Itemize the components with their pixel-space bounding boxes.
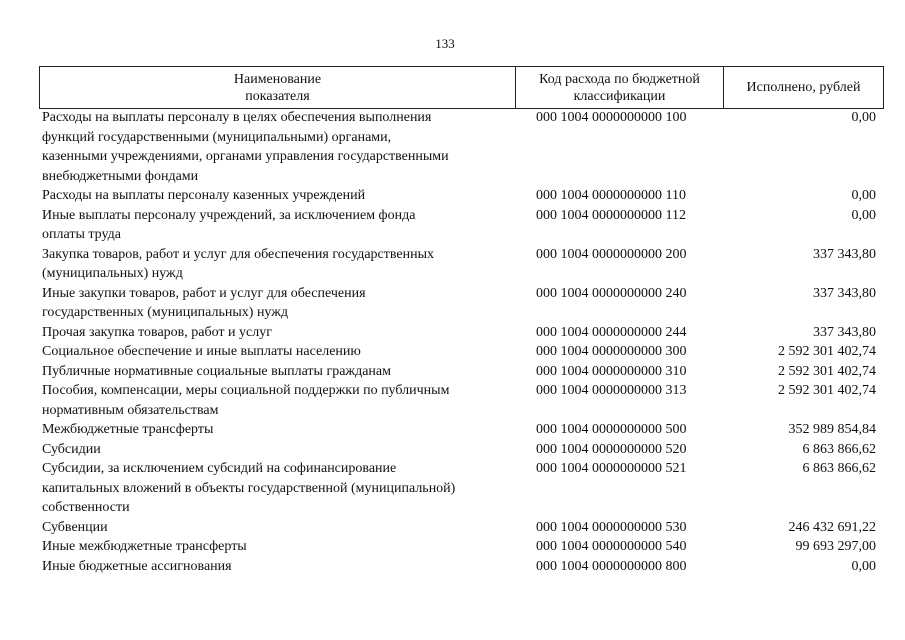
row-code: 000 1004 0000000000 110 bbox=[536, 188, 686, 203]
row-name-line: внебюджетными фондами bbox=[42, 168, 199, 184]
table-row bbox=[39, 186, 884, 206]
row-name-line: Иные выплаты персоналу учреждений, за исключением фонда bbox=[42, 207, 416, 223]
table-row bbox=[39, 108, 884, 186]
row-name-line: капитальных вложений в объекты государственной (муниципальной) bbox=[42, 480, 456, 496]
row-amount: 2 592 301 402,74 bbox=[778, 344, 876, 359]
row-code: 000 1004 0000000000 200 bbox=[536, 246, 687, 262]
row-amount: 0,00 bbox=[851, 558, 876, 574]
row-name-line: Социальное обеспечение и иные выплаты населению bbox=[42, 344, 361, 359]
row-name bbox=[39, 206, 515, 245]
table-row bbox=[39, 381, 884, 420]
row-name-line: функций государственными (муниципальными) органами, bbox=[42, 129, 392, 145]
table-header bbox=[39, 66, 884, 109]
row-code: 000 1004 0000000000 112 bbox=[536, 207, 686, 223]
row-amount: 2 592 301 402,74 bbox=[778, 363, 876, 379]
row-name-line: Субсидии bbox=[42, 441, 101, 457]
table-row bbox=[39, 245, 884, 284]
row-name bbox=[39, 557, 515, 577]
row-name bbox=[39, 342, 515, 362]
row-name bbox=[39, 537, 515, 557]
row-name-line: (муниципальных) нужд bbox=[42, 266, 183, 281]
row-name bbox=[39, 323, 515, 343]
row-code: 000 1004 0000000000 530 bbox=[536, 519, 687, 535]
row-name-line: Иные закупки товаров, работ и услуг для обеспечения bbox=[42, 285, 366, 301]
row-code: 000 1004 0000000000 520 bbox=[536, 441, 687, 457]
row-name-line: Иные межбюджетные трансферты bbox=[42, 539, 247, 554]
row-name bbox=[39, 284, 515, 323]
row-name bbox=[39, 459, 515, 518]
row-name-line: Закупка товаров, работ и услуг для обеспечения государственных bbox=[42, 246, 435, 262]
row-name-line: нормативным обязательствам bbox=[42, 402, 219, 418]
row-amount: 6 863 866,62 bbox=[802, 441, 876, 457]
row-name-line: Расходы на выплаты персоналу в целях обеспечения выполнения bbox=[42, 110, 432, 125]
row-code: 000 1004 0000000000 300 bbox=[536, 344, 687, 359]
row-amount: 337 343,80 bbox=[813, 285, 876, 301]
row-name bbox=[39, 108, 515, 186]
table-row bbox=[39, 518, 884, 538]
header-name-line1: Наименование bbox=[233, 71, 322, 87]
row-code: 000 1004 0000000000 800 bbox=[536, 558, 687, 574]
row-code: 000 1004 0000000000 313 bbox=[536, 383, 687, 398]
table-row bbox=[39, 459, 884, 518]
row-amount: 337 343,80 bbox=[813, 246, 876, 262]
row-name-line: Иные бюджетные ассигнования bbox=[42, 558, 232, 574]
row-amount: 246 432 691,22 bbox=[788, 519, 876, 535]
header-amount-cell bbox=[724, 67, 883, 108]
table-body bbox=[39, 108, 884, 576]
header-code-line1: Код расхода по бюджетной bbox=[539, 71, 700, 87]
table-row bbox=[39, 557, 884, 577]
row-amount: 337 343,80 bbox=[813, 324, 876, 340]
table-row bbox=[39, 537, 884, 557]
table-row bbox=[39, 342, 884, 362]
row-name-line: Прочая закупка товаров, работ и услуг bbox=[42, 324, 272, 340]
row-amount: 0,00 bbox=[851, 207, 876, 223]
row-name bbox=[39, 420, 515, 440]
row-name bbox=[39, 362, 515, 382]
table-row bbox=[39, 206, 884, 245]
row-amount: 0,00 bbox=[851, 110, 876, 125]
header-amount-label: Исполнено, рублей bbox=[746, 80, 861, 95]
row-name bbox=[39, 518, 515, 538]
row-amount: 99 693 297,00 bbox=[795, 539, 876, 554]
table-row bbox=[39, 284, 884, 323]
table-row bbox=[39, 420, 884, 440]
row-name-line: государственных (муниципальных) нужд bbox=[42, 305, 289, 320]
row-name bbox=[39, 245, 515, 284]
row-name bbox=[39, 440, 515, 460]
header-name-cell bbox=[40, 67, 516, 108]
header-code-cell bbox=[516, 67, 724, 108]
row-name-line: Межбюджетные трансферты bbox=[42, 422, 214, 437]
row-code: 000 1004 0000000000 100 bbox=[536, 110, 687, 125]
table-row bbox=[39, 440, 884, 460]
row-name-line: собственности bbox=[42, 500, 130, 515]
row-name-line: Расходы на выплаты персоналу казенных учреждений bbox=[42, 188, 366, 203]
row-code: 000 1004 0000000000 244 bbox=[536, 324, 687, 340]
row-name bbox=[39, 186, 515, 206]
page-number: 133 bbox=[435, 36, 455, 51]
row-name-line: Пособия, компенсации, меры социальной поддержки по публичным bbox=[42, 383, 450, 398]
row-name-line: Публичные нормативные социальные выплаты гражданам bbox=[42, 363, 391, 379]
row-amount: 0,00 bbox=[851, 188, 876, 203]
row-amount: 2 592 301 402,74 bbox=[778, 383, 876, 398]
row-name bbox=[39, 381, 515, 420]
row-name-line: казенными учреждениями, органами управления государственными bbox=[42, 149, 449, 164]
row-name-line: оплаты труда bbox=[42, 227, 121, 242]
row-code: 000 1004 0000000000 521 bbox=[536, 461, 687, 476]
row-code: 000 1004 0000000000 240 bbox=[536, 285, 687, 301]
row-code: 000 1004 0000000000 310 bbox=[536, 363, 687, 379]
table-row bbox=[39, 323, 884, 343]
row-amount: 6 863 866,62 bbox=[802, 461, 876, 476]
header-code-line2: классификации bbox=[573, 88, 666, 104]
row-name-line: Субвенции bbox=[42, 519, 108, 535]
row-code: 000 1004 0000000000 540 bbox=[536, 539, 687, 554]
row-amount: 352 989 854,84 bbox=[788, 422, 876, 437]
row-name-line: Субсидии, за исключением субсидий на софинансирование bbox=[42, 461, 397, 476]
table-row bbox=[39, 362, 884, 382]
row-code: 000 1004 0000000000 500 bbox=[536, 422, 687, 437]
header-name-line2: показателя bbox=[245, 88, 310, 104]
